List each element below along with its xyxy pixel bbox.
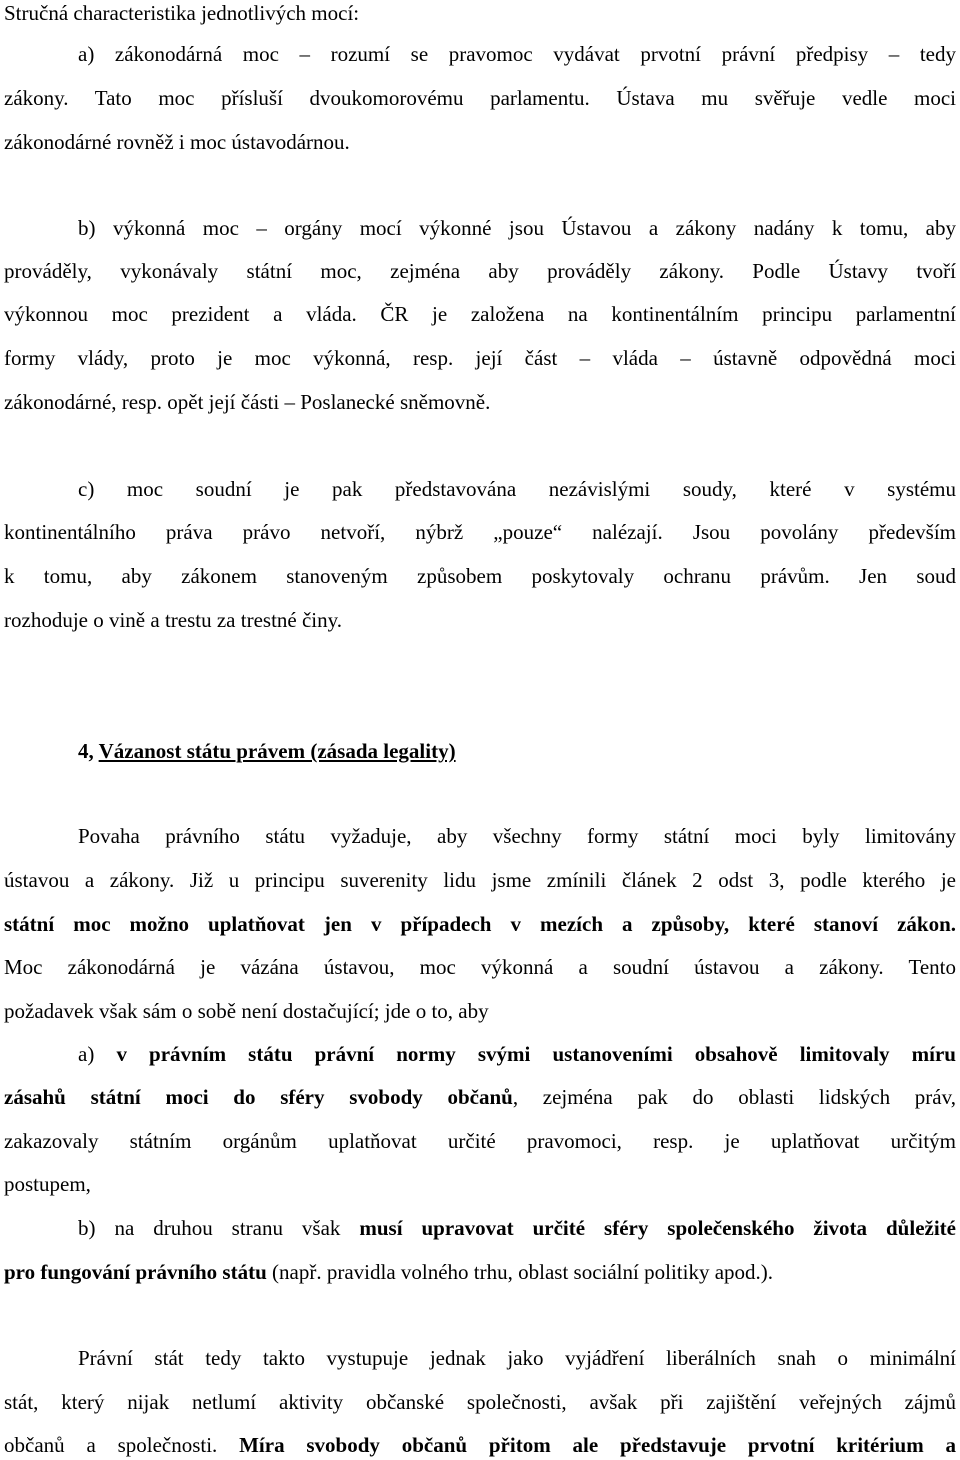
para-b-line-3: výkonnou moc prezident a vláda. ČR je založena na kontinentálním principu parlamentní bbox=[4, 302, 956, 326]
list-a-rest-2: , zejména pak do oblasti lidských práv, bbox=[512, 1085, 956, 1109]
list-b-prefix: b) na druhou stranu však bbox=[78, 1216, 360, 1240]
para-b-line-2: prováděly, vykonávaly státní moc, zejména aby prováděly zákony. Podle Ústavy tvoří bbox=[4, 259, 956, 283]
list-a-bold-2: zásahů státní moci do sféry svobody občanů bbox=[4, 1085, 513, 1109]
para-4-line-2: ústavou a zákony. Již u principu suverenity lidu jsme zmínili článek 2 odst 3, podle kterého je bbox=[4, 868, 956, 892]
para-4-line-3-bold: státní moc možno uplatňovat jen v případech v mezích a způsoby, které stanoví zákon. bbox=[4, 912, 956, 936]
para-4-line-5: požadavek však sám o sobě není dostačující; jde o to, aby bbox=[4, 999, 489, 1023]
list-b-bold-2: pro fungování právního státu bbox=[4, 1260, 267, 1284]
list-a-line-2 bbox=[4, 1082, 956, 1112]
list-a-line-1 bbox=[78, 1039, 956, 1069]
para-c-line-1: c) moc soudní je pak představována nezávislými soudy, které v systému bbox=[78, 477, 956, 501]
list-b-bold-1: musí upravovat určité sféry společenského života důležité bbox=[359, 1216, 956, 1240]
para-5-line-1: Právní stát tedy takto vystupuje jednak jako vyjádření liberálních snah o minimální bbox=[78, 1346, 956, 1370]
para-b-line-5: zákonodárné, resp. opět její části – Poslanecké sněmovně. bbox=[4, 390, 491, 414]
list-b-rest-2: (např. pravidla volného trhu, oblast sociální politiky apod.). bbox=[266, 1260, 774, 1284]
para-c-line-3: k tomu, aby zákonem stanoveným způsobem poskytovaly ochranu právům. Jen soud bbox=[4, 564, 956, 588]
list-a-prefix: a) bbox=[78, 1042, 117, 1066]
para-b-line-1: b) výkonná moc – orgány mocí výkonné jsou Ústavou a zákony nadány k tomu, aby bbox=[78, 216, 956, 240]
section-title: Vázanost státu právem (zásada legality) bbox=[98, 739, 456, 763]
para-a-line-3: zákonodárné rovněž i moc ústavodárnou. bbox=[4, 130, 350, 154]
para-4-line-1: Povaha právního státu vyžaduje, aby všechny formy státní moci byly limitovány bbox=[78, 824, 956, 848]
para-c-line-2: kontinentálního práva právo netvoří, nýbrž „pouze“ nalézají. Jsou povolány především bbox=[4, 520, 956, 544]
list-a-line-3: zakazovaly státním orgánům uplatňovat určité pravomoci, resp. je uplatňovat určitým bbox=[4, 1129, 956, 1153]
para-c-line-4: rozhoduje o vině a trestu za trestné činy. bbox=[4, 608, 343, 632]
list-b-line-1 bbox=[78, 1213, 956, 1243]
intro-line: Stručná characteristika jednotlivých mocí: bbox=[4, 1, 360, 25]
list-a-line-4: postupem, bbox=[4, 1172, 91, 1196]
para-5-bold-3: Míra svobody občanů přitom ale představuje prvotní kritérium a bbox=[239, 1433, 957, 1457]
list-a-bold-1: v právním státu právní normy svými ustanoveními obsahově limitovaly míru bbox=[116, 1042, 956, 1066]
para-b-line-4: formy vlády, proto je moc výkonná, resp. její část – vláda – ústavně odpovědná moci bbox=[4, 346, 956, 370]
list-b-line-2 bbox=[4, 1257, 956, 1287]
para-5-line-3 bbox=[4, 1430, 956, 1460]
section-heading bbox=[78, 736, 456, 766]
para-5-pre-3: občanů a společnosti. bbox=[4, 1433, 240, 1457]
para-4-line-4: Moc zákonodárná je vázána ústavou, moc výkonná a soudní ústavou a zákony. Tento bbox=[4, 955, 956, 979]
section-number: 4, bbox=[78, 739, 99, 763]
para-a-line-2: zákony. Tato moc přísluší dvoukomorovému parlamentu. Ústava mu svěřuje vedle moci bbox=[4, 86, 956, 110]
para-5-line-2: stát, který nijak netlumí aktivity občanské společnosti, avšak při zajištění veřejných zájmů bbox=[4, 1390, 956, 1414]
para-a-line-1: a) zákonodárná moc – rozumí se pravomoc vydávat prvotní právní předpisy – tedy bbox=[78, 42, 956, 66]
